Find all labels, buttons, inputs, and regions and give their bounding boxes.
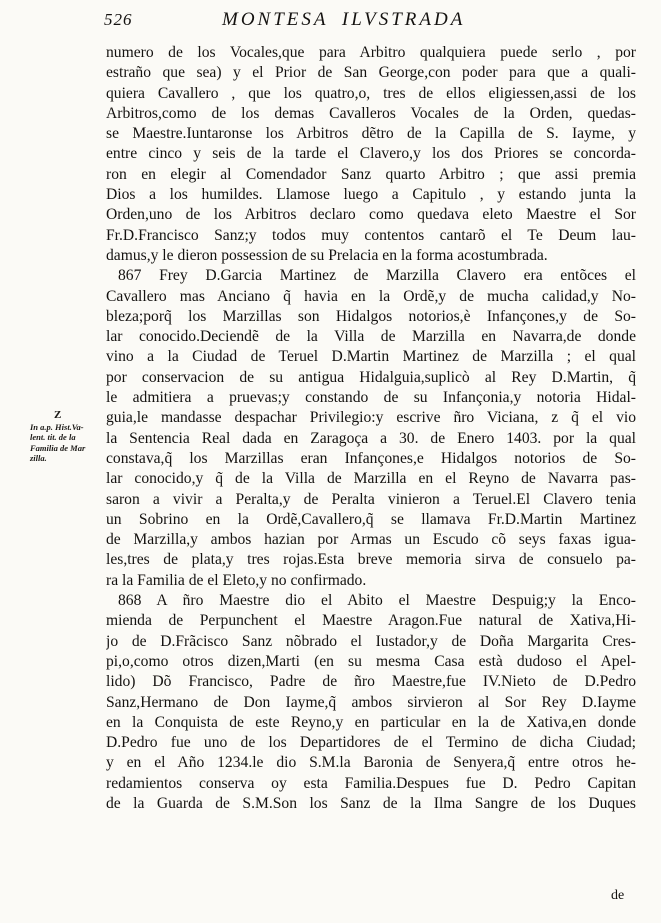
text-line: Arbitros,como de los demas Cavalleros Vocales de la Orden, quedas- <box>106 104 636 122</box>
text-line: en la Conquista de este Reyno,y en particular en la de Xativa,en donde <box>106 713 636 731</box>
text-line: 868 A ñro Maestre dio el Abito el Maestre Despuig;y la Enco- <box>118 592 636 610</box>
text-line: lido) Dõ Francisco, Padre de ñro Maestre,fue IV.Nieto de D.Pedro <box>106 673 636 691</box>
text-line: y en el Año 1234.le dio S.M.la Baronia de Senyera,q̃ entre otros he- <box>106 754 636 772</box>
text-line: la Sentencia Real dada en Zaragoça a 30. de Enero 1403. por la qual <box>106 429 636 447</box>
text-line: D.Pedro fue uno de los Departidores de el Termino de dicha Ciudad; <box>106 734 636 752</box>
page-header <box>0 10 661 34</box>
margin-note-line: Familia de Mar <box>30 442 86 453</box>
catchword: de <box>611 888 625 903</box>
text-line: redamientos conserva oy esta Familia.Despues fue D. Pedro Capitan <box>106 774 636 792</box>
text-line: quiera Cavallero , que los quatro,o, tres de ellos eligiessen,assi de los <box>106 84 636 102</box>
text-line: vino a la Ciudad de Teruel D.Martin Martinez de Marzilla ; el qual <box>106 348 636 366</box>
running-title: MONTESA ILVSTRADA <box>222 9 466 30</box>
text-line: de Marzilla,y ambos hazian por Armas un Escudo cõ seys faxas igua- <box>106 531 636 549</box>
text-line: se Maestre.Iuntaronse los Arbitros dẽtro de la Capilla de S. Iayme, y <box>106 125 636 143</box>
text-line: ra la Familia de el Eleto,y no confirmado. <box>106 571 367 589</box>
text-line: 867 Frey D.Garcia Martinez de Marzilla Clavero era entõces el <box>118 267 636 285</box>
page-number: 526 <box>104 10 133 29</box>
text-line: guia,le mandasse despachar Privilegio:y escrive ñro Viciana, z q̃ el vio <box>106 409 636 427</box>
margin-note <box>30 410 102 464</box>
body-text <box>106 43 636 814</box>
text-line: por conservacion de su antigua Hidalguia,suplicò al Rey D.Martin, q̃ <box>106 368 636 386</box>
text-line: un Sobrino en la Ordẽ,Cavallero,q̃ se llamava Fr.D.Martin Martinez <box>106 510 636 528</box>
text-line: estraño que sea) y el Prior de San George,con poder para que a quali- <box>106 64 636 82</box>
text-line: jo de D.Frãcisco Sanz nõbrado el Iustador,y de Doña Margarita Cres- <box>106 632 636 650</box>
text-line: constava,q̃ los Marzillas eran Infançones,e Hidalgos notorios de So- <box>106 449 636 467</box>
text-line: ron en elegir al Comendador Sanz quarto Arbitro ; que assi premia <box>106 165 636 183</box>
text-line: mienda de Perpunchent el Maestre Aragon.Fue natural de Xativa,Hi- <box>106 612 636 630</box>
text-line: Orden,uno de los Arbitros declaro como quedava eleto Maestre el Sor <box>106 206 636 224</box>
text-line: saron a vivir a Peralta,y de Peralta vinieron a Teruel.El Clavero tenia <box>106 490 636 508</box>
text-line: Sanz,Hermano de Don Iayme,q̃ ambos sirvieron al Sor Rey D.Iayme <box>106 693 636 711</box>
text-line: pi,o,como otros dizen,Marti (en su mesma Casa està dudoso el Apel- <box>106 652 636 670</box>
text-line: Cavallero mas Anciano q̃ havia en la Ordẽ,y de mucha calidad,y No- <box>106 287 636 305</box>
text-line: Dios a los humildes. Llamose luego a Capitulo , y estando junta la <box>106 186 636 204</box>
margin-note-line: In a.p. Hist.Va- <box>30 421 84 432</box>
text-line: les,tres de plata,y tres rojas.Esta breve memoria sirva de consuelo pa- <box>106 551 636 569</box>
text-line: lar conocido,y q̃ de la Villa de Marzilla en el Reyno de Navarra pas- <box>106 470 636 488</box>
margin-note-ref: Z <box>54 409 62 421</box>
text-line: numero de los Vocales,que para Arbitro qualquiera puede serlo , por <box>106 44 636 61</box>
text-line: Fr.D.Francisco Sanz;y todos muy contentos cantarõ el Te Deum lau- <box>106 226 636 244</box>
text-line: lar conocido.Deciendẽ de la Villa de Marzilla en Navarra,de donde <box>106 328 636 346</box>
text-line: de la Guarda de S.M.Son los Sanz de la Ilma Sangre de los Duques <box>106 794 636 812</box>
text-line: entre cinco y seis de la tarde el Clavero,y los dos Priores se concorda- <box>106 145 636 163</box>
text-line: damus,y le dieron possession de su Prelacia en la forma acostumbrada. <box>106 246 548 264</box>
margin-note-line: lent. tit. de la <box>30 432 76 442</box>
text-line: bleza;porq̃ los Marzillas son Hidalgos notorios,è Infançones,y de So- <box>106 307 636 325</box>
margin-note-line: zilla. <box>30 453 47 463</box>
text-line: le admitiera a pruevas;y constando de su Infançonia,y notoria Hidal- <box>106 389 636 407</box>
